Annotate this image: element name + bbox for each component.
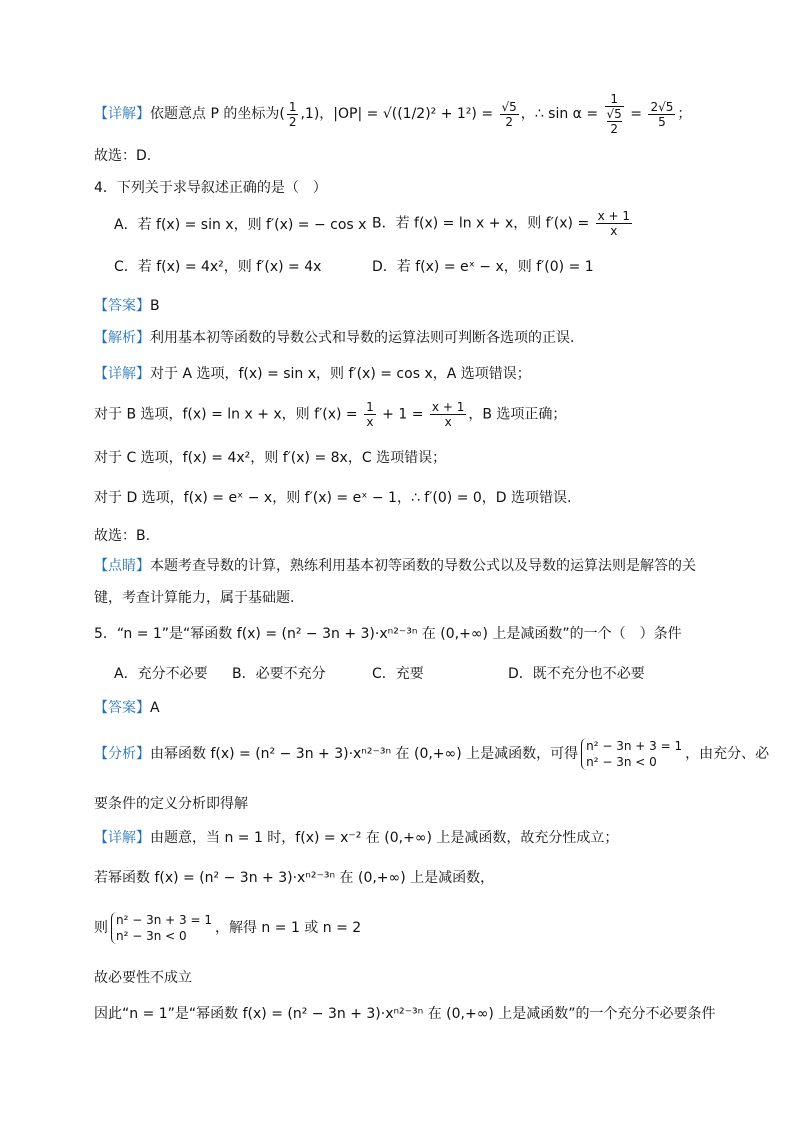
question-5-stem: 5．“n = 1”是“幂函数 f(x) = (n² − 3n + 3)·xⁿ²⁻³ⁿ 在 (0,+∞) 上是减函数”的一个（ ）条件	[94, 626, 682, 642]
fraction: $\frac{x + 1}{x}$	[597, 209, 631, 238]
detail-4b: 对于 B 选项，f(x) = ln x + x，则 f′(x) = $\frac{1}{x}$ + 1 = $\frac{x + 1}{x}$ ，B 选项正确；	[94, 400, 567, 429]
analysis-5-line2: 要条件的定义分析即得解	[94, 796, 248, 812]
analysis-5: 【分析】由幂函数 f(x) = (n² − 3n + 3)·xⁿ²⁻³ⁿ 在 (0,+∞) 上是减函数，可得 n² − 3n + 3 = 1 n² − 3n < 0 ，由充分、必	[94, 739, 770, 769]
fraction: $\frac{1}{2}$	[288, 99, 297, 129]
option-4b: B．若 f(x) = ln x + x，则 f′(x) = $\frac{x + 1}{x}$	[372, 209, 631, 238]
option-5d: D．既不充分也不必要	[508, 666, 645, 682]
point-4-line1: 【点睛】本题考查导数的计算，熟练利用基本初等函数的导数公式以及导数的运算法则是解答的关	[94, 558, 696, 574]
option-4c: C．若 f(x) = 4x²，则 f′(x) = 4x	[114, 259, 322, 275]
detail-5b: 若幂函数 f(x) = (n² − 3n + 3)·xⁿ²⁻³ⁿ 在 (0,+∞) 上是减函数，	[94, 870, 495, 886]
detail-5d: 故必要性不成立	[94, 970, 192, 986]
fraction: $\frac{√5}{2}$	[501, 99, 517, 129]
choose-d-line: 故选：D.	[94, 148, 152, 164]
sqrt-expression: √((1/2)² + 1²)	[382, 106, 477, 122]
compound-fraction: 1 √5 2	[606, 92, 622, 136]
detail-line-op: 【详解】依题意点 P 的坐标为( $\frac{1}{2}$ ,1)，|OP| = √((1/2)² + 1²) = $\frac{√5}{2}$ ，∴ sin α = 1 √5 2 = $\frac{2√5}{5}$ ；	[94, 92, 692, 136]
fraction: $\frac{2√5}{5}$	[650, 99, 674, 129]
option-5c: C．充要	[372, 666, 424, 682]
answer-4: 【答案】B	[94, 298, 160, 314]
detail-4c: 对于 C 选项，f(x) = 4x²，则 f′(x) = 8x，C 选项错误；	[94, 450, 447, 466]
text-fragment: ，|OP| =	[319, 106, 379, 122]
detail-4a: 【详解】对于 A 选项，f(x) = sin x，则 f′(x) = cos x，A 选项错误；	[94, 366, 531, 382]
choose-b-line: 故选：B.	[94, 528, 151, 544]
detail-4d: 对于 D 选项，f(x) = eˣ − x，则 f′(x) = eˣ − 1，∴ f′(0) = 0，D 选项错误.	[94, 490, 572, 506]
detail-tag: 【详解】	[94, 106, 150, 122]
answer-5: 【答案】A	[94, 700, 160, 716]
detail-5c: 则 n² − 3n + 3 = 1 n² − 3n < 0 ，解得 n = 1 或 n = 2	[94, 913, 362, 943]
option-5a: A．充分不必要	[114, 666, 208, 682]
text-fragment: 依题意点 P 的坐标为	[150, 106, 280, 122]
question-4-stem: 4．下列关于求导叙述正确的是（ ）	[94, 180, 327, 196]
option-4d: D．若 f(x) = eˣ − x，则 f′(0) = 1	[372, 259, 594, 275]
text-fragment: ，∴ sin α =	[520, 106, 599, 122]
detail-5a: 【详解】由题意，当 n = 1 时，f(x) = x⁻² 在 (0,+∞) 上是减函数，故充分性成立；	[94, 830, 619, 846]
detail-5e: 因此“n = 1”是“幂函数 f(x) = (n² − 3n + 3)·xⁿ²⁻³ⁿ 在 (0,+∞) 上是减函数”的一个充分不必要条件	[94, 1006, 716, 1022]
option-4a: A．若 f(x) = sin x，则 f′(x) = − cos x	[114, 217, 367, 233]
option-5b: B．必要不充分	[232, 666, 326, 682]
point-4-line2: 键，考查计算能力，属于基础题.	[94, 590, 295, 606]
system-brace: n² − 3n + 3 = 1 n² − 3n < 0	[111, 912, 212, 944]
system-brace: n² − 3n + 3 = 1 n² − 3n < 0	[581, 738, 682, 770]
analysis-4: 【解析】利用基本初等函数的导数公式和导数的运算法则可判断各选项的正误.	[94, 330, 575, 346]
